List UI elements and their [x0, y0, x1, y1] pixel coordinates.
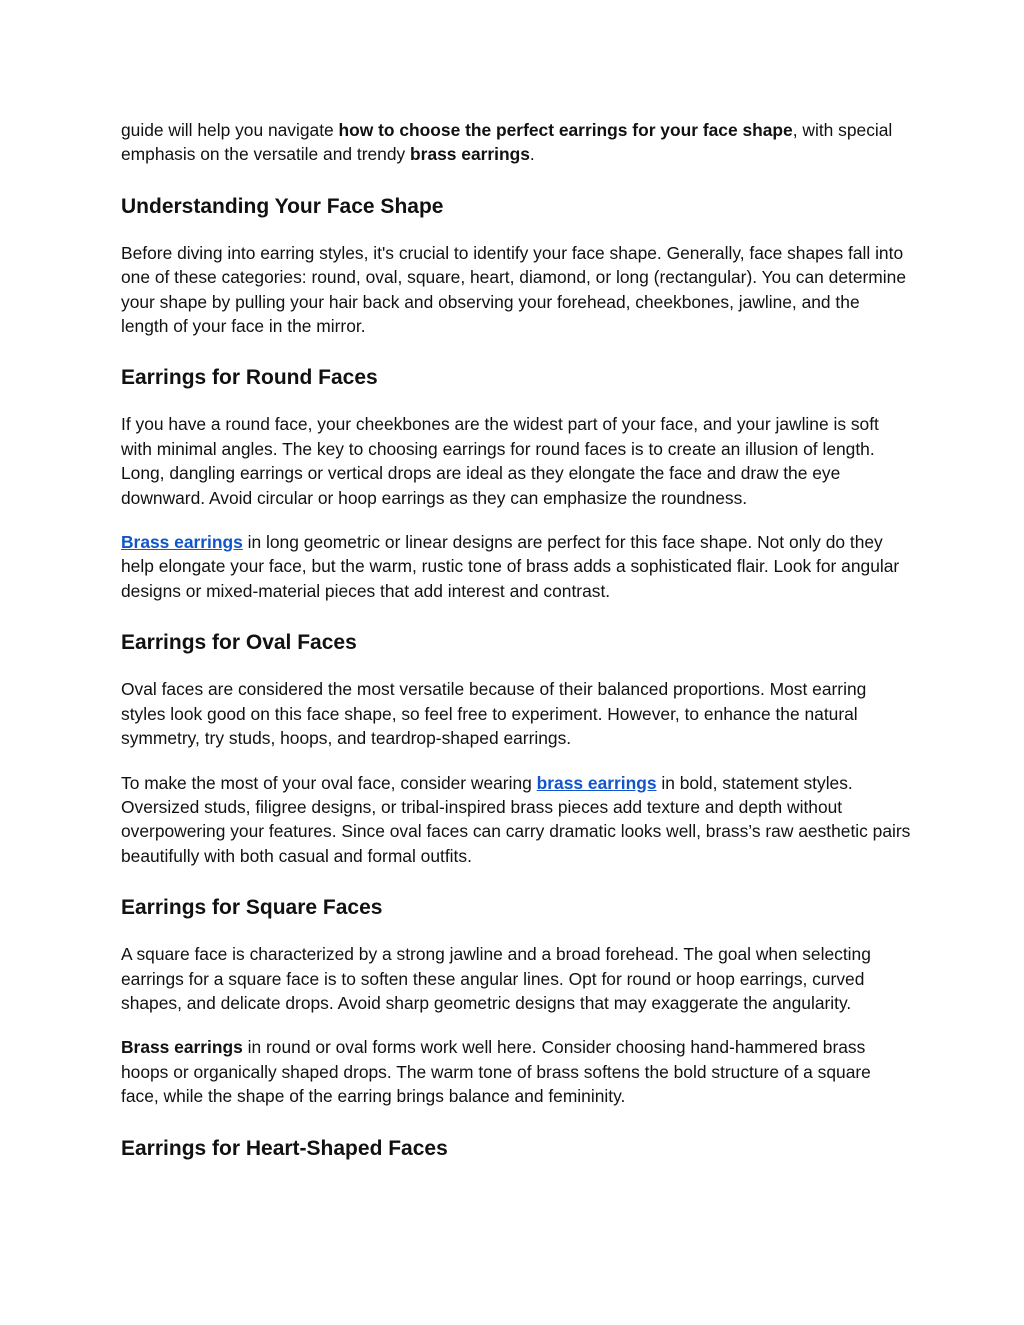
heading-oval-faces: Earrings for Oval Faces [121, 631, 357, 655]
brass-earrings-link[interactable]: brass earrings [536, 772, 657, 793]
paragraph-oval-2-text: in bold, statement styles. Oversized studs, filigree designs, or tribal-inspired brass pieces add texture and depth without overpowering your features. Since oval faces can carry dramatic looks well, brass’s raw aesthetic pairs beautifully with both casual and formal outfits. [121, 772, 911, 866]
heading-round-faces: Earrings for Round Faces [121, 366, 378, 390]
paragraph-round-2-text: in long geometric or linear designs are perfect for this face shape. Not only do they help elongate your face, but the warm, rustic tone of brass adds a sophisticated flair. Look for angular designs or mixed-material pieces that add interest and contrast. [121, 532, 900, 601]
paragraph-oval-2 [121, 771, 911, 869]
paragraph-understanding: Before diving into earring styles, it's crucial to identify your face shape. Generally, face shapes fall into one of these categories: round, oval, square, heart, diamond, or long (rectangular). You can determine your shape by pulling your hair back and observing your forehead, cheekbones, jawline, and the length of your face in the mirror. [121, 242, 906, 337]
paragraph-square-1: A square face is characterized by a strong jawline and a broad forehead. The goal when selecting earrings for a square face is to soften these angular lines. Opt for round or hoop earrings, curved shapes, and delicate drops. Avoid sharp geometric designs that may exaggerate the angularity. [121, 944, 871, 1013]
heading-understanding: Understanding Your Face Shape [121, 194, 444, 218]
paragraph-square-2-text: in round or oval forms work well here. Consider choosing hand-hammered brass hoops or organically shaped drops. The warm tone of brass softens the bold structure of a square face, while the shape of the earring brings balance and femininity. [121, 1037, 871, 1107]
heading-square-faces: Earrings for Square Faces [121, 896, 383, 920]
paragraph-oval-1: Oval faces are considered the most versatile because of their balanced proportions. Most earring styles look good on this face shape, so feel free to experiment. However, to enhance the natural symmetry, try studs, hoops, and teardrop-shaped earrings. [121, 679, 867, 749]
intro-text: guide will help you navigate [121, 120, 339, 140]
document-page [121, 118, 911, 1163]
heading-heart-faces: Earrings for Heart-Shaped Faces [121, 1136, 448, 1160]
paragraph-round-2 [121, 530, 911, 603]
paragraph-square-2 [121, 1035, 911, 1108]
intro-text: . [529, 144, 535, 165]
intro-text: , with special emphasis on the versatile and trendy [121, 120, 893, 165]
paragraph-round-1: If you have a round face, your cheekbones are the widest part of your face, and your jawline is soft with minimal angles. The key to choosing earrings for round faces is to create an illusion of length. Long, dangling earrings or vertical drops are ideal as they elongate the face and draw the eye downward. Avoid circular or hoop earrings as they can emphasize the roundness. [121, 414, 879, 508]
bold-brass-earrings: Brass earrings [121, 1037, 243, 1058]
intro-bold-brass: brass earrings [410, 144, 530, 165]
intro-paragraph [121, 118, 911, 167]
brass-earrings-link[interactable]: Brass earrings [121, 532, 243, 553]
intro-bold-phrase: how to choose the perfect earrings for your face shape [338, 120, 793, 140]
paragraph-oval-2-lead: To make the most of your oval face, consider wearing [121, 772, 537, 793]
